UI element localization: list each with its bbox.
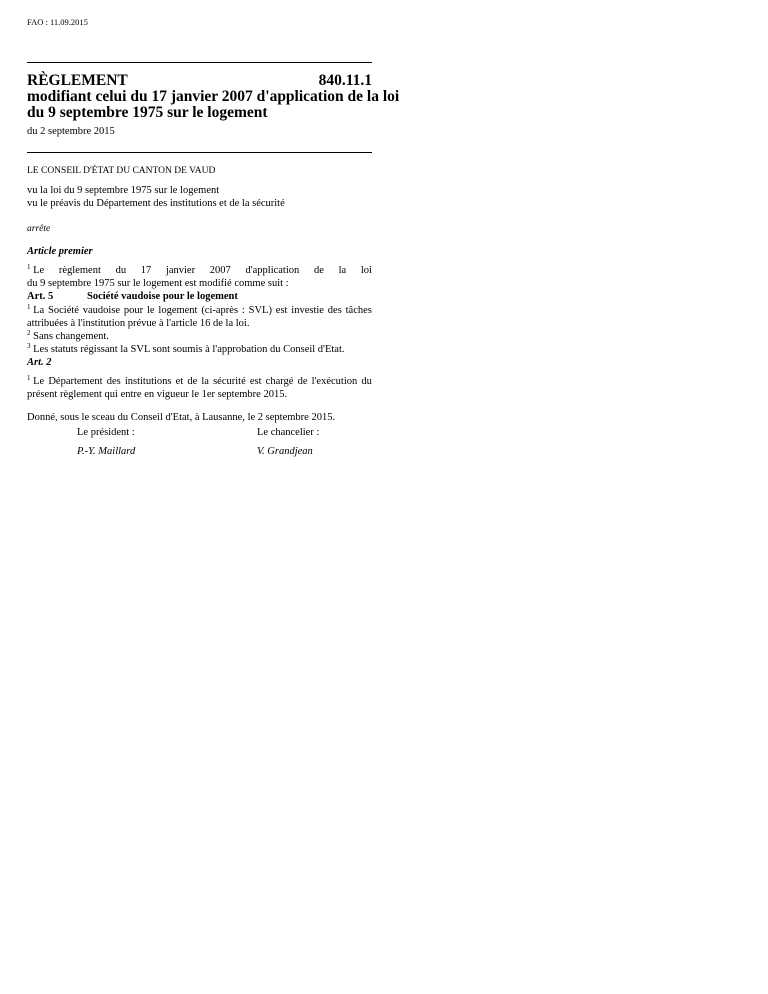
art2-word: de: [297, 376, 308, 387]
regulation-date: du 2 septembre 2015: [27, 126, 115, 137]
title-block: [27, 72, 400, 121]
article-premier-word: la: [338, 265, 347, 276]
art5-word: est: [275, 305, 288, 316]
paragraph-number: 1: [27, 374, 31, 382]
council-heading: LE CONSEIL D'ÉTAT DU CANTON DE VAUD: [27, 166, 216, 176]
art5-word: vaudoise: [82, 305, 121, 316]
art5-p3: $^3$ Les statuts régissant la SVL sont soumis à l'approbation du Conseil d'Etat.: [27, 342, 345, 355]
art2-p1-line-1: [27, 375, 372, 388]
art2-word: sécurité: [213, 376, 246, 387]
article-premier-title: Article premier: [27, 246, 93, 257]
article-premier-word: de: [313, 265, 324, 276]
art2-body: [27, 375, 372, 401]
president-label: Le président :: [77, 427, 135, 438]
article-premier-line-1: [27, 264, 372, 277]
art2-p1-line-2: présent règlement qui entre en vigueur le 1er septembre 2015.: [27, 389, 288, 400]
art5-word: des: [327, 305, 342, 316]
art5-p2: $^2$ Sans changement.: [27, 329, 109, 342]
art2-word: institutions: [124, 376, 172, 387]
art2-word: du: [361, 376, 372, 387]
art5-word: (ci-après: [201, 305, 239, 316]
art2-word: chargé: [265, 376, 294, 387]
art5-word: tâches: [345, 305, 372, 316]
chancellor-name: V. Grandjean: [257, 446, 313, 457]
article-premier-word: janvier: [165, 265, 196, 276]
paragraph-number: 2: [27, 329, 31, 337]
art5-word: pour: [123, 305, 144, 316]
preamble-line: vu le préavis du Département des institutions et de la sécurité: [27, 198, 285, 209]
art5-p1-line-1: [27, 304, 372, 317]
preamble: [27, 184, 285, 210]
art5-body: [27, 304, 372, 356]
art5-number: Art. 5: [27, 291, 54, 302]
art5-p1-line-2: attribuées à l'institution prévue à l'article 16 de la loi.: [27, 318, 250, 329]
art5-heading-row: [27, 290, 372, 303]
art2-word: Département: [48, 376, 103, 387]
title-row: [27, 73, 372, 89]
article-premier-word: règlement: [58, 265, 101, 276]
art2-word: la: [201, 376, 209, 387]
article-premier-line-2: du 9 septembre 1975 sur le logement est modifié comme suit :: [27, 278, 289, 289]
title-number: 840.11.1: [318, 72, 372, 89]
paragraph-number: 3: [27, 342, 31, 350]
article-premier-word: d'application: [245, 265, 300, 276]
preamble-line: vu la loi du 9 septembre 1975 sur le logement: [27, 185, 220, 196]
art2-word: des: [106, 376, 121, 387]
article-premier-word: $^1$ Le: [27, 263, 45, 276]
art5-word: SVL): [248, 305, 272, 316]
art5-word: investie: [291, 305, 324, 316]
given-statement: Donné, sous le sceau du Conseil d'Etat, à Lausanne, le 2 septembre 2015.: [27, 412, 336, 423]
article-premier-word: 2007: [209, 265, 231, 276]
title-kind: RÈGLEMENT: [27, 72, 128, 89]
art5-word: logement: [158, 305, 198, 316]
paragraph-number: 1: [27, 263, 31, 271]
fao-date: FAO : 11.09.2015: [27, 17, 88, 27]
art5-word: :: [241, 305, 245, 316]
arrete-label: arrête: [27, 224, 51, 234]
chancellor-label: Le chancelier :: [257, 427, 320, 438]
title-line-2: modifiant celui du 17 janvier 2007 d'application de la loi: [27, 88, 400, 105]
art2-word: est: [249, 376, 262, 387]
art2-title: Art. 2: [27, 357, 52, 368]
art2-word: et: [175, 376, 184, 387]
art5-heading: Société vaudoise pour le logement: [87, 291, 238, 302]
article-premier-word: loi: [360, 265, 372, 276]
art5-word: Société: [48, 305, 79, 316]
art2-word: de: [187, 376, 198, 387]
article-premier-word: 17: [140, 265, 152, 276]
article-premier-body: [27, 264, 372, 303]
art5-word: $^1$ La: [27, 303, 45, 316]
art2-word: $^1$ Le: [27, 374, 45, 387]
paragraph-number: 1: [27, 303, 31, 311]
bottom-rule: [27, 152, 372, 153]
art5-word: le: [147, 305, 155, 316]
art2-word: l'exécution: [311, 376, 358, 387]
top-rule: [27, 62, 372, 63]
article-premier-word: du: [115, 265, 127, 276]
president-name: P.-Y. Maillard: [77, 446, 136, 457]
title-line-3: du 9 septembre 1975 sur le logement: [27, 104, 268, 121]
